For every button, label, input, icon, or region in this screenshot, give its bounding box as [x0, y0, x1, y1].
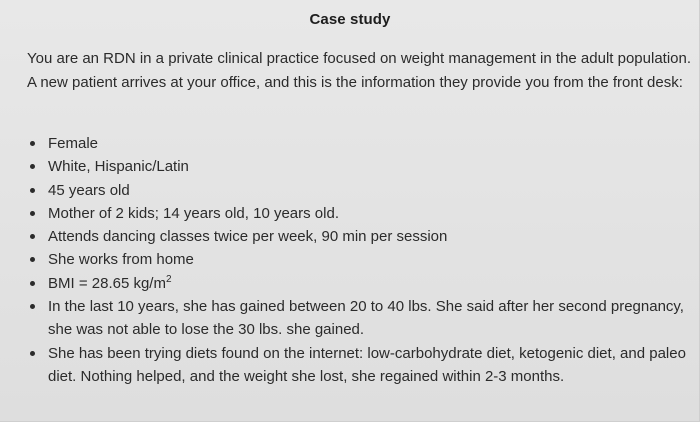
- list-item: [0, 342, 700, 389]
- list-item: [0, 179, 700, 202]
- page-title: Case study: [309, 11, 391, 28]
- list-item-text: Attends dancing classes twice per week, 90 min per session: [48, 228, 448, 246]
- bullet-icon: [30, 234, 35, 239]
- list-item-text: In the last 10 years, she has gained between 20 to 40 lbs. She said after her second pregnancy, she was not able to lose the 30 lbs. she gained.: [48, 298, 684, 339]
- list-item: [0, 248, 700, 271]
- bullet-icon: [30, 351, 35, 356]
- list-item: [0, 132, 700, 155]
- list-item: [0, 202, 700, 225]
- list-item: [0, 295, 700, 342]
- bullet-icon: [30, 164, 35, 169]
- list-item-text: She has been trying diets found on the internet: low-carbohydrate diet, ketogenic diet, and paleo diet. Nothing helped, and the weight she lost, she regained within 2-3 months.: [48, 344, 686, 385]
- list-item-text: 45 years old: [48, 181, 130, 199]
- bullet-icon: [30, 281, 35, 286]
- bullet-icon: [30, 188, 35, 193]
- list-item: [0, 272, 700, 295]
- list-item: [0, 155, 700, 178]
- intro-paragraph: You are an RDN in a private clinical practice focused on weight management in the adult population. A new patient arrives at your office, and this is the information they provide you from the front desk:: [27, 50, 692, 91]
- bullet-icon: [30, 304, 35, 309]
- list-item-text: Mother of 2 kids; 14 years old, 10 years old.: [48, 204, 339, 222]
- bullet-icon: [30, 211, 35, 216]
- bullet-icon: [30, 257, 35, 262]
- patient-facts-list: [0, 132, 700, 388]
- bullet-icon: [30, 141, 35, 146]
- list-item-text: She works from home: [48, 251, 194, 269]
- list-item: [0, 225, 700, 248]
- list-item-text: White, Hispanic/Latin: [48, 158, 189, 176]
- bmi-text: BMI = 28.65 kg/m: [48, 274, 166, 292]
- list-item-text: Female: [48, 135, 99, 152]
- bmi-superscript: 2: [165, 273, 172, 285]
